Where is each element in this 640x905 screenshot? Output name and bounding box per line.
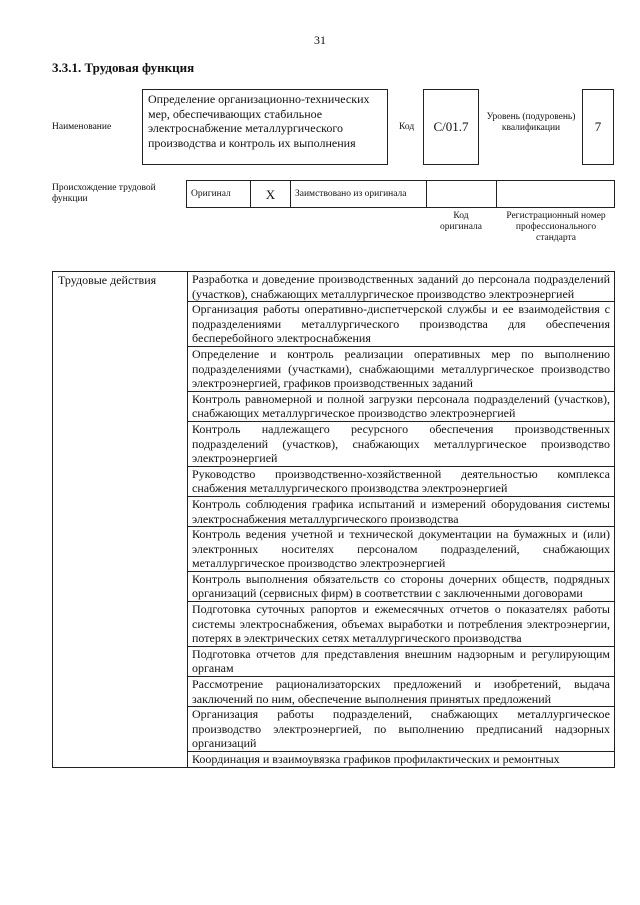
labor-actions-label: Трудовые действия — [53, 272, 188, 768]
labor-action-item: Подготовка суточных рапортов и ежемесячных отчетов о показателях работы системы электроснабжения, объемах выработки и потребления электроэнергии, потерях в электрических сетях металлургического производства — [188, 602, 615, 647]
labor-action-item: Организация работы оперативно-диспетчерской службы и ее взаимодействия с подразделениями металлургического производства для обеспечения бесперебойного электроснабжения — [188, 302, 615, 347]
labor-action-item: Контроль выполнения обязательств со стороны дочерних обществ, подрядных организаций (сервисных фирм) в соответствии с заключенными договорами — [188, 571, 615, 601]
labor-action-item: Рассмотрение рационализаторских предложений и изобретений, выдача заключений по ним, обеспечение выполнения принятых предложений — [188, 677, 615, 707]
function-code-value: C/01.7 — [423, 89, 479, 165]
labor-action-item: Координация и взаимоувязка графиков профилактических и ремонтных — [188, 752, 615, 768]
labor-action-item: Контроль равномерной и полной загрузки персонала подразделений (участков), снабжающих металлургическое производство электроэнергией — [188, 391, 615, 421]
qualification-level-value: 7 — [582, 89, 614, 165]
original-code-caption: Код оригинала — [440, 211, 482, 232]
table-row — [53, 272, 615, 302]
origin-label: Происхождение трудовой функции — [52, 183, 156, 204]
labor-action-item: Руководство производственно-хозяйственной деятельностью комплекса снабжения металлургического производства электроэнергией — [188, 466, 615, 496]
labor-action-item: Контроль ведения учетной и технической документации на бумажных и (или) электронных носителях персоналом подразделений, снабжающих металлургическое производство электроэнергией — [188, 527, 615, 572]
labor-actions-table — [52, 271, 615, 768]
registration-number-caption: Регистрационный номер профессионального стандарта — [506, 211, 606, 243]
function-name-value: Определение организационно-технических мер, обеспечивающих стабильное электроснабжение металлургического производства и контроль их выполнения — [142, 89, 388, 165]
qualification-level-label: Уровень (подуровень) квалификации — [486, 112, 576, 133]
labor-action-item: Определение и контроль реализации оперативных мер по выполнению подразделениями (участками), снабжающими металлургическое производство электроэнергией, графиков производственных заданий — [188, 346, 615, 391]
labor-action-item: Контроль соблюдения графика испытаний и измерений оборудования системы электроснабжения металлургического производства — [188, 496, 615, 526]
section-title: 3.3.1. Трудовая функция — [52, 60, 195, 75]
labor-action-item: Разработка и доведение производственных заданий до персонала подразделений (участков), снабжающих металлургическое производство электроэнергией — [188, 272, 615, 302]
labor-action-item: Контроль надлежащего ресурсного обеспечения производственных подразделений (участков), снабжающих металлургическое производство электроэнергией — [188, 421, 615, 466]
original-mark: X — [251, 181, 291, 208]
original-label: Оригинал — [187, 181, 251, 208]
borrowed-label: Заимствовано из оригинала — [291, 181, 427, 208]
page-number: 31 — [314, 33, 326, 47]
labor-action-item: Организация работы подразделений, снабжающих металлургическое производство электроэнергией, по выполнению предписаний надзорных организаций — [188, 707, 615, 752]
labor-action-item: Подготовка отчетов для представления внешним надзорным и регулирующим органам — [188, 646, 615, 676]
code-label: Код — [399, 122, 415, 132]
name-label: Наименование — [52, 122, 112, 132]
